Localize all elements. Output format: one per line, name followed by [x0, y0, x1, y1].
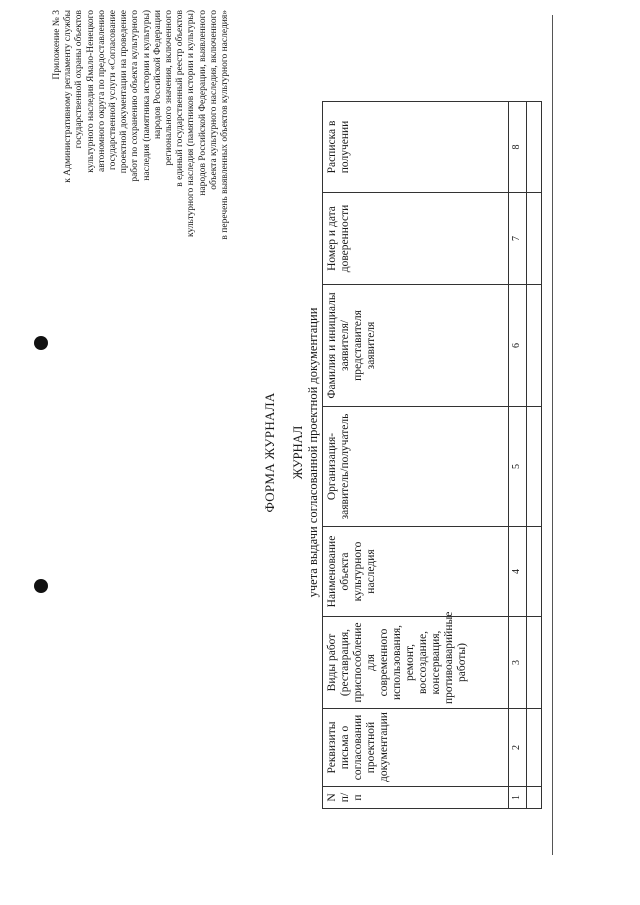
appendix-line: автономного округа по предоставлению	[96, 10, 107, 172]
journal-table	[322, 101, 542, 809]
table-cell	[527, 617, 542, 709]
table-cell	[527, 193, 542, 285]
appendix-line: проектной документации на проведение	[119, 10, 130, 174]
punch-hole-icon	[34, 336, 48, 350]
appendix-line: государственной охраны объектов	[74, 10, 85, 149]
appendix-line: народов Российской Федерации	[152, 10, 163, 140]
column-header: Номер и дата доверенности	[323, 193, 509, 285]
column-number: 2	[509, 709, 527, 787]
appendix-note	[52, 10, 231, 295]
column-number: 4	[509, 527, 527, 617]
appendix-line: культурного наследия (памятников истории и культуры)	[186, 10, 197, 238]
punch-hole-icon	[34, 579, 48, 593]
appendix-line: в единый государственный реестр объектов	[175, 10, 186, 187]
column-header: Виды работ (реставрация, приспособление для современного использования, ремонт, воссоздание, консервация, противоаварийные работы)	[323, 617, 509, 709]
appendix-line: работ по сохранению объекта культурного	[130, 10, 141, 182]
column-number: 8	[509, 102, 527, 193]
table-cell	[527, 407, 542, 527]
appendix-line: культурного наследия Ямало-Ненецкого	[85, 10, 96, 173]
table-cell	[527, 102, 542, 193]
appendix-line: наследия (памятника истории и культуры)	[141, 10, 152, 181]
form-title: ФОРМА ЖУРНАЛА	[262, 392, 277, 513]
journal-title: ЖУРНАЛ	[291, 425, 305, 480]
column-number-row	[509, 102, 527, 809]
header-row	[323, 102, 509, 809]
appendix-line: объекта культурного наследия, включенного	[208, 10, 219, 190]
empty-row	[527, 102, 542, 809]
table-cell	[527, 527, 542, 617]
column-header: Организация-заявитель/получатель	[323, 407, 509, 527]
column-header: Наименование объекта культурного наследия	[323, 527, 509, 617]
column-number: 6	[509, 285, 527, 407]
column-header: Реквизиты письма о согласовании проектной документации	[323, 709, 509, 787]
column-header: N п/п	[323, 787, 509, 809]
scan-edge-divider	[552, 15, 553, 855]
appendix-line: государственной услуги «Согласование	[108, 10, 119, 171]
appendix-line: к Административному регламенту службы	[63, 10, 74, 183]
column-number: 1	[509, 787, 527, 809]
column-number: 7	[509, 193, 527, 285]
journal-subtitle: учета выдачи согласованной проектной документации	[306, 307, 320, 598]
appendix-line: народов Российской Федерации, выявленного	[197, 10, 208, 196]
appendix-line: в перечень выявленных объектов культурного наследия»	[220, 10, 231, 240]
appendix-line: регионального значения, включенного	[164, 10, 175, 166]
column-header: Фамилия и инициалы заявителя/представителя заявителя	[323, 285, 509, 407]
column-number: 3	[509, 617, 527, 709]
table-cell	[527, 285, 542, 407]
table-cell	[527, 709, 542, 787]
appendix-line: Приложение № 3	[52, 10, 62, 80]
column-header: Расписка в получении	[323, 102, 509, 193]
table-cell	[527, 787, 542, 809]
column-number: 5	[509, 407, 527, 527]
